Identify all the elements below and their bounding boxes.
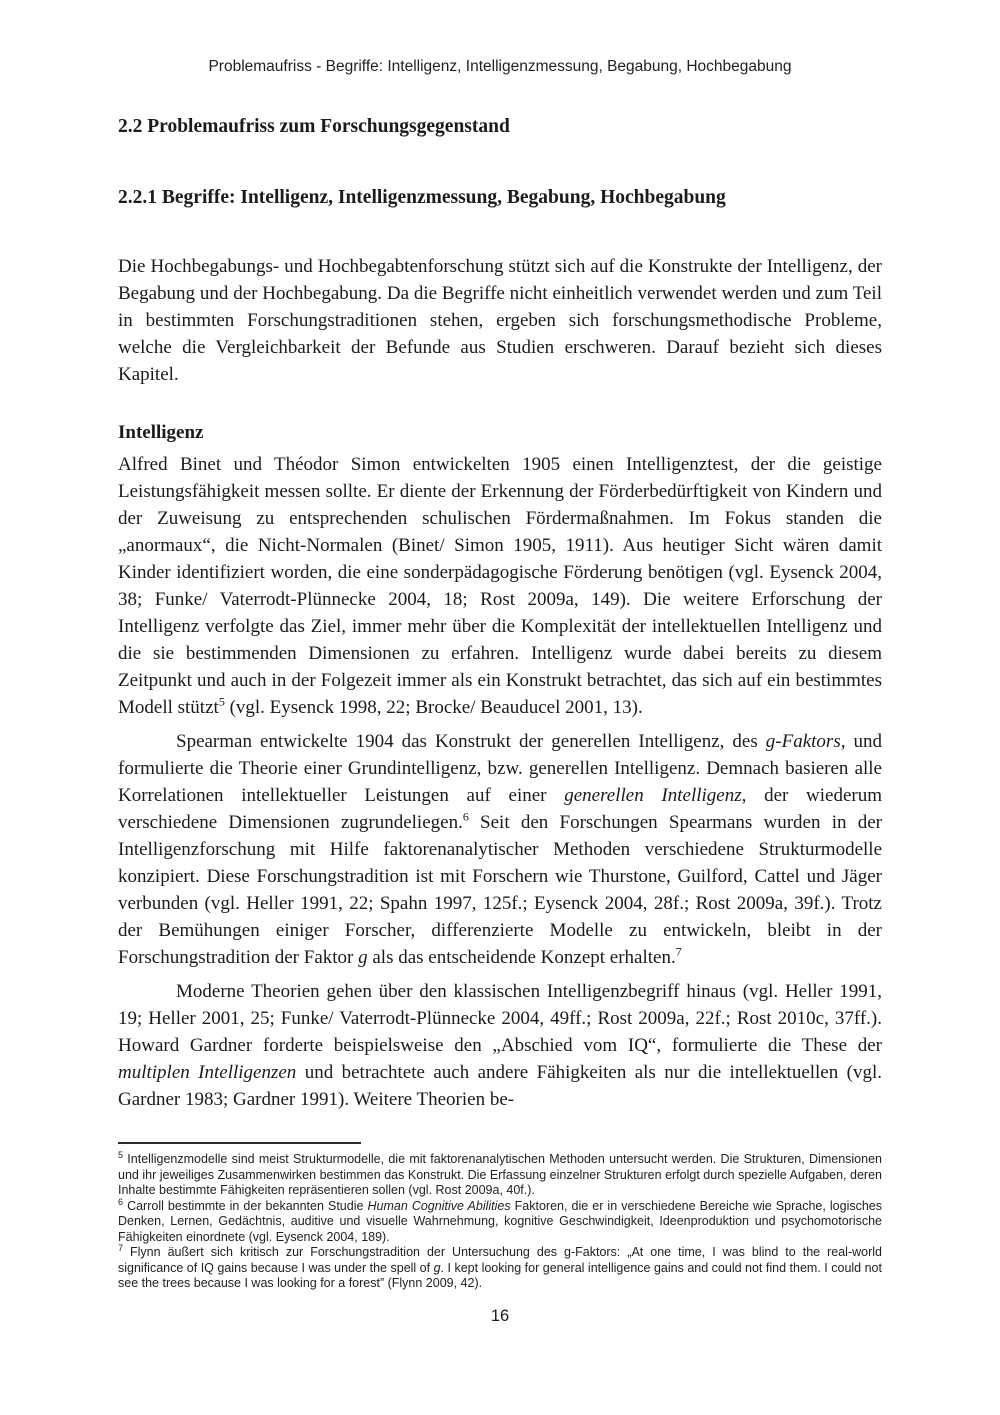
paragraph-intro: Die Hochbegabungs- und Hochbegabtenforschung stützt sich auf die Konstrukte der Intelligenz, der Begabung und der Hochbegabung. Da die Begriffe nicht einheitlich verwendet werden und zum Teil in bestimmten Forschungstraditionen stehen, ergeben sich forschungsmethodische Probleme, welche die Vergleichbarkeit der Befunde aus Studien erschweren. Darauf bezieht sich dieses Kapitel. xyxy=(118,256,882,385)
footnote-7: $^7$ Flynn äußert sich kritisch zur Forschungstradition der Untersuchung des g-Faktors: „At one time, I was blind to the real-world significance of IQ gains because I was under the spell of g. I kept looking for general intelligence gains and could not find them. I could not see the trees because I was looking for a forest” (Flynn 2009, 42). xyxy=(118,1242,882,1290)
paragraph-binet-simon: Alfred Binet und Théodor Simon entwickelten 1905 einen Intelligenztest, der die geistige Leistungsfähigkeit messen sollte. Er diente der Erkennung der Förderbedürftigkeit von Kindern und der Zuweisung zu entsprechenden schulischen Fördermaßnahmen. Im Fokus standen die „anormaux“, die Nicht-Normalen (Binet/ Simon 1905, 1911). Aus heutiger Sicht wären damit Kinder identifiziert worden, die eine sonderpädagogische Förderung benötigen (vgl. Eysenck 2004, 38; Funke/ Vaterrodt-Plünnecke 2004, 18; Rost 2009a, 149). Die weitere Erforschung der Intelligenz verfolgte das Ziel, immer mehr über die Komplexität der intellektuellen Intelligenz und die sie bestimmenden Dimensionen zu erfahren. Intelligenz wurde dabei bereits zu diesem Zeitpunkt und auch in der Folgezeit immer als ein Konstrukt betrachtet, das sich auf ein bestimmtes Modell stützt$^5$ (vgl. Eysenck 1998, 22; Brocke/ Beauducel 2001, 13). xyxy=(118,454,882,718)
section-heading: 2.2 Problemaufriss zum Forschungsgegenstand xyxy=(118,116,510,137)
subsection-heading: 2.2.1 Begriffe: Intelligenz, Intelligenzmessung, Begabung, Hochbegabung xyxy=(118,187,726,208)
footnotes-section xyxy=(118,1142,882,1292)
page-content xyxy=(118,0,882,1113)
footnote-5: $^5$ Intelligenzmodelle sind meist Strukturmodelle, die mit faktorenanalytischen Methoden untersucht werden. Die Strukturen, Dimensionen und ihr jeweiliges Zusammenwirken bestimmen das Konstrukt. Die Erfassung einzelner Strukturen erfolgt durch spezielle Aufgaben, deren Inhalte bestimmte Fähigkeiten repräsentieren sollen (vgl. Rost 2009a, 40f.). xyxy=(118,1149,882,1197)
footnote-separator xyxy=(118,1142,361,1144)
page-number: 16 xyxy=(490,1307,510,1325)
paragraph-moderne-theorien: Moderne Theorien gehen über den klassischen Intelligenzbegriff hinaus (vgl. Heller 1991, 19; Heller 2001, 25; Funke/ Vaterrodt-Plünnecke 2004, 49ff.; Rost 2009a, 22f.; Rost 2010c, 37ff.). Howard Gardner forderte beispielsweise den „Abschied vom IQ“, formulierte die These der multiplen Intelligenzen und betrachtete auch andere Fähigkeiten als nur die intellektuellen (vgl. Gardner 1983; Gardner 1991). Weitere Theorien be- xyxy=(118,981,882,1110)
intelligenz-heading: Intelligenz xyxy=(118,422,204,443)
footnote-6: $^6$ Carroll bestimmte in der bekannten Studie Human Cognitive Abilities Faktoren, die er in verschiedene Bereiche wie Sprache, logisches Denken, Lernen, Gedächtnis, auditive und visuelle Wahrnehmung, kognitive Geschwindigkeit, Ideenproduktion und psychomotorische Fähigkeiten einordnete (vgl. Eysenck 2004, 189). xyxy=(118,1196,882,1244)
running-header: Problemaufriss - Begriffe: Intelligenz, Intelligenzmessung, Begabung, Hochbegabung xyxy=(208,58,792,75)
paragraph-spearman: Spearman entwickelte 1904 das Konstrukt der generellen Intelligenz, des g-Faktors, und formulierte die Theorie einer Grundintelligenz, bzw. generellen Intelligenz. Demnach basieren alle Korrelationen intellektueller Leistungen auf einer generellen Intelligenz, der wiederum verschiedene Dimensionen zugrundeliegen.$^6$ Seit den Forschungen Spearmans wurden in der Intelligenzforschung mit Hilfe faktorenanalytischer Methoden verschiedene Strukturmodelle konzipiert. Diese Forschungstradition ist mit Forschern wie Thurstone, Guilford, Cattel und Jäger verbunden (vgl. Heller 1991, 22; Spahn 1997, 125f.; Eysenck 2004, 28f.; Rost 2009a, 39f.). Trotz der Bemühungen einiger Forscher, differenzierte Modelle zu entwickeln, bleibt in der Forschungstradition der Faktor g als das entscheidende Konzept erhalten.$^7$ xyxy=(118,731,883,968)
